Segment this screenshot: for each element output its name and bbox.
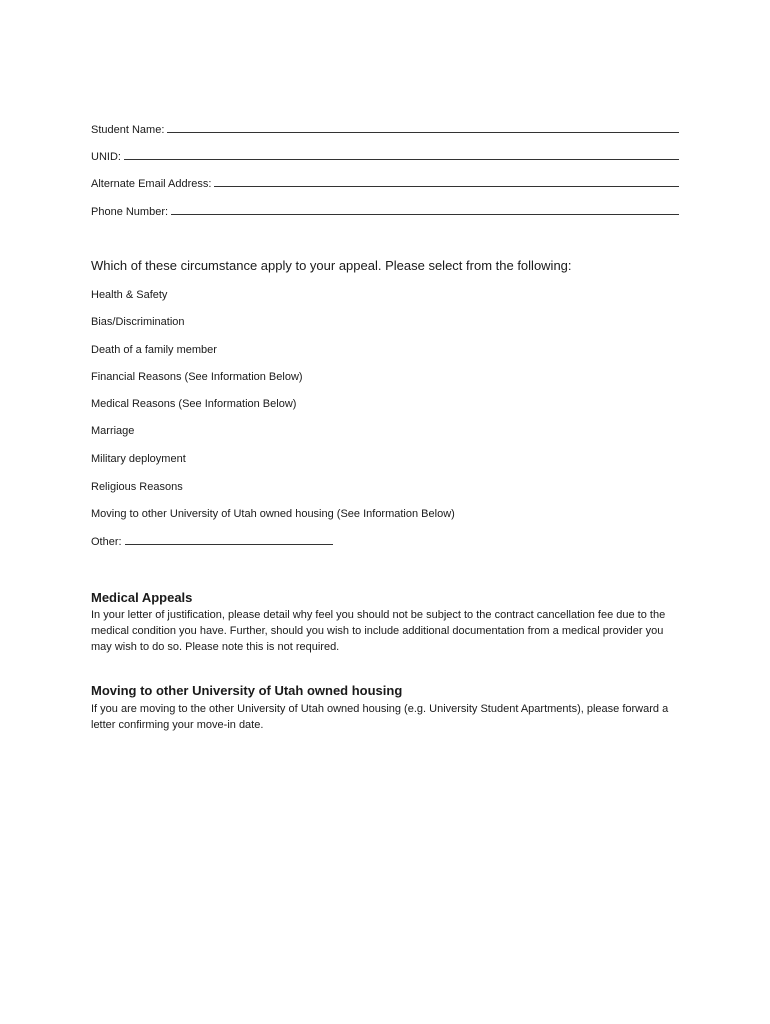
option-bias-discrimination[interactable]: Bias/Discrimination — [91, 316, 185, 328]
phone-number-field[interactable] — [91, 204, 679, 219]
field-blank-line[interactable] — [171, 204, 679, 215]
student-name-field[interactable] — [91, 122, 679, 137]
medical-appeals-heading: Medical Appeals — [91, 590, 193, 605]
other-label: Other: — [91, 536, 122, 548]
medical-appeals-body: In your letter of justification, please detail why feel you should not be subject to the contract cancellation fee due to the medical condition you have. Further, should you wish to include additional documentation from a medical provider you may wish to do so. Please note this is not required. — [91, 609, 666, 653]
option-moving-housing[interactable]: Moving to other University of Utah owned housing (See Information Below) — [91, 508, 455, 520]
field-blank-line[interactable] — [124, 149, 679, 160]
option-military-deployment[interactable]: Military deployment — [91, 453, 186, 465]
moving-housing-body: If you are moving to the other University of Utah owned housing (e.g. University Student Apartments), please forward a letter confirming your move-in date. — [91, 703, 669, 731]
option-other[interactable] — [91, 534, 333, 549]
field-label: Student Name: — [91, 124, 165, 136]
moving-housing-heading: Moving to other University of Utah owned housing — [91, 683, 403, 698]
option-marriage[interactable]: Marriage — [91, 425, 135, 437]
option-medical-reasons[interactable]: Medical Reasons (See Information Below) — [91, 398, 297, 410]
other-blank-line[interactable] — [125, 534, 333, 545]
field-label: Alternate Email Address: — [91, 178, 212, 190]
unid-field[interactable] — [91, 149, 679, 164]
option-financial-reasons[interactable]: Financial Reasons (See Information Below) — [91, 371, 303, 383]
circumstance-question: Which of these circumstance apply to your appeal. Please select from the following: — [91, 258, 572, 273]
option-religious-reasons[interactable]: Religious Reasons — [91, 481, 183, 493]
field-blank-line[interactable] — [167, 122, 679, 133]
option-death-family-member[interactable]: Death of a family member — [91, 344, 217, 356]
alternate-email-field[interactable] — [91, 176, 679, 191]
field-label: Phone Number: — [91, 206, 169, 218]
option-health-safety[interactable]: Health & Safety — [91, 289, 168, 301]
field-label: UNID: — [91, 151, 121, 163]
field-blank-line[interactable] — [214, 176, 679, 187]
